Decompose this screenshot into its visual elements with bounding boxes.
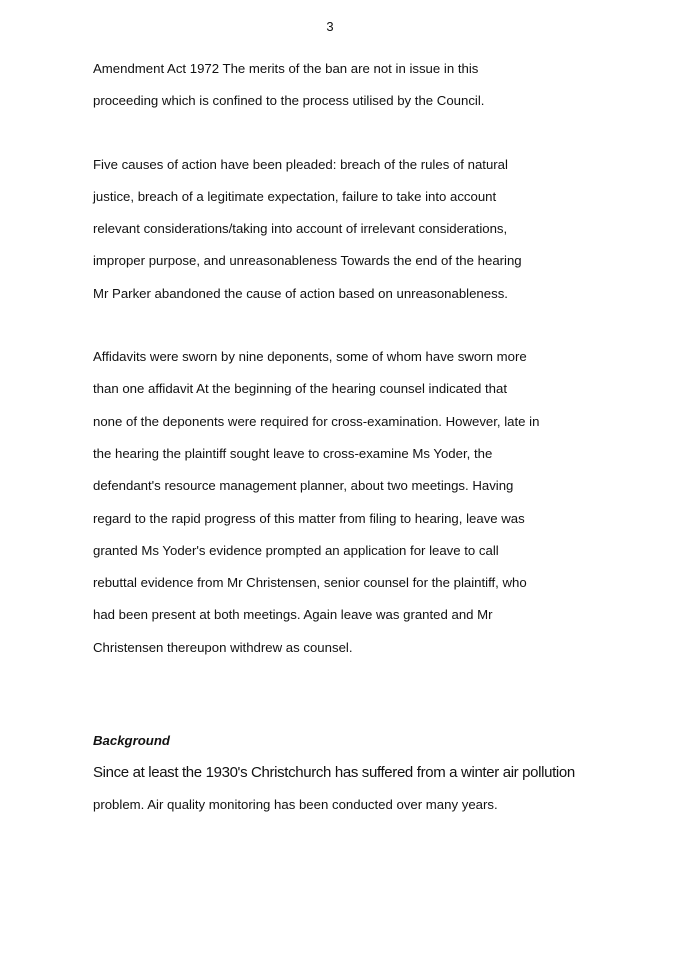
text-line: had been present at both meetings. Again leave was granted and Mr [93,607,493,623]
document-body [93,53,573,822]
text-line: justice, breach of a legitimate expectation, failure to take into account [93,188,497,204]
text-line: proceeding which is confined to the process utilised by the Council. [93,93,485,109]
section-background [93,725,573,822]
text-line: Five causes of action have been pleaded: breach of the rules of natural [93,156,508,172]
text-line: Amendment Act 1972 The merits of the ban are not in issue in this [93,61,479,76]
text-line: none of the deponents were required for cross-examination. However, late in [93,413,540,429]
text-line: granted Ms Yoder's evidence prompted an application for leave to call [93,542,499,558]
paragraph-intro [93,53,573,118]
text-line: relevant considerations/taking into account of irrelevant considerations, [93,221,508,237]
text-line: regard to the rapid progress of this matter from filing to hearing, leave was [93,510,525,526]
text-line: rebuttal evidence from Mr Christensen, senior counsel for the plaintiff, who [93,575,527,591]
text-line: the hearing the plaintiff sought leave to cross-examine Ms Yoder, the [93,445,493,461]
section-heading: Background [93,733,170,749]
paragraph-causes-of-action [93,149,573,310]
text-line: Mr Parker abandoned the cause of action based on unreasonableness. [93,285,508,301]
page-number: 3 [326,19,334,34]
paragraph-affidavits [93,341,573,664]
text-line: defendant's resource management planner, about two meetings. Having [93,478,514,494]
text-line: improper purpose, and unreasonableness Towards the end of the hearing [93,253,522,269]
text-line: Affidavits were sworn by nine deponents, some of whom have sworn more [93,349,527,365]
text-line: problem. Air quality monitoring has been conducted over many years. [93,797,498,813]
text-line: than one affidavit At the beginning of the hearing counsel indicated that [93,381,508,397]
text-line: Christensen thereupon withdrew as counsel. [93,639,353,655]
text-line: Since at least the 1930's Christchurch has suffered from a winter air pollution [93,764,575,782]
